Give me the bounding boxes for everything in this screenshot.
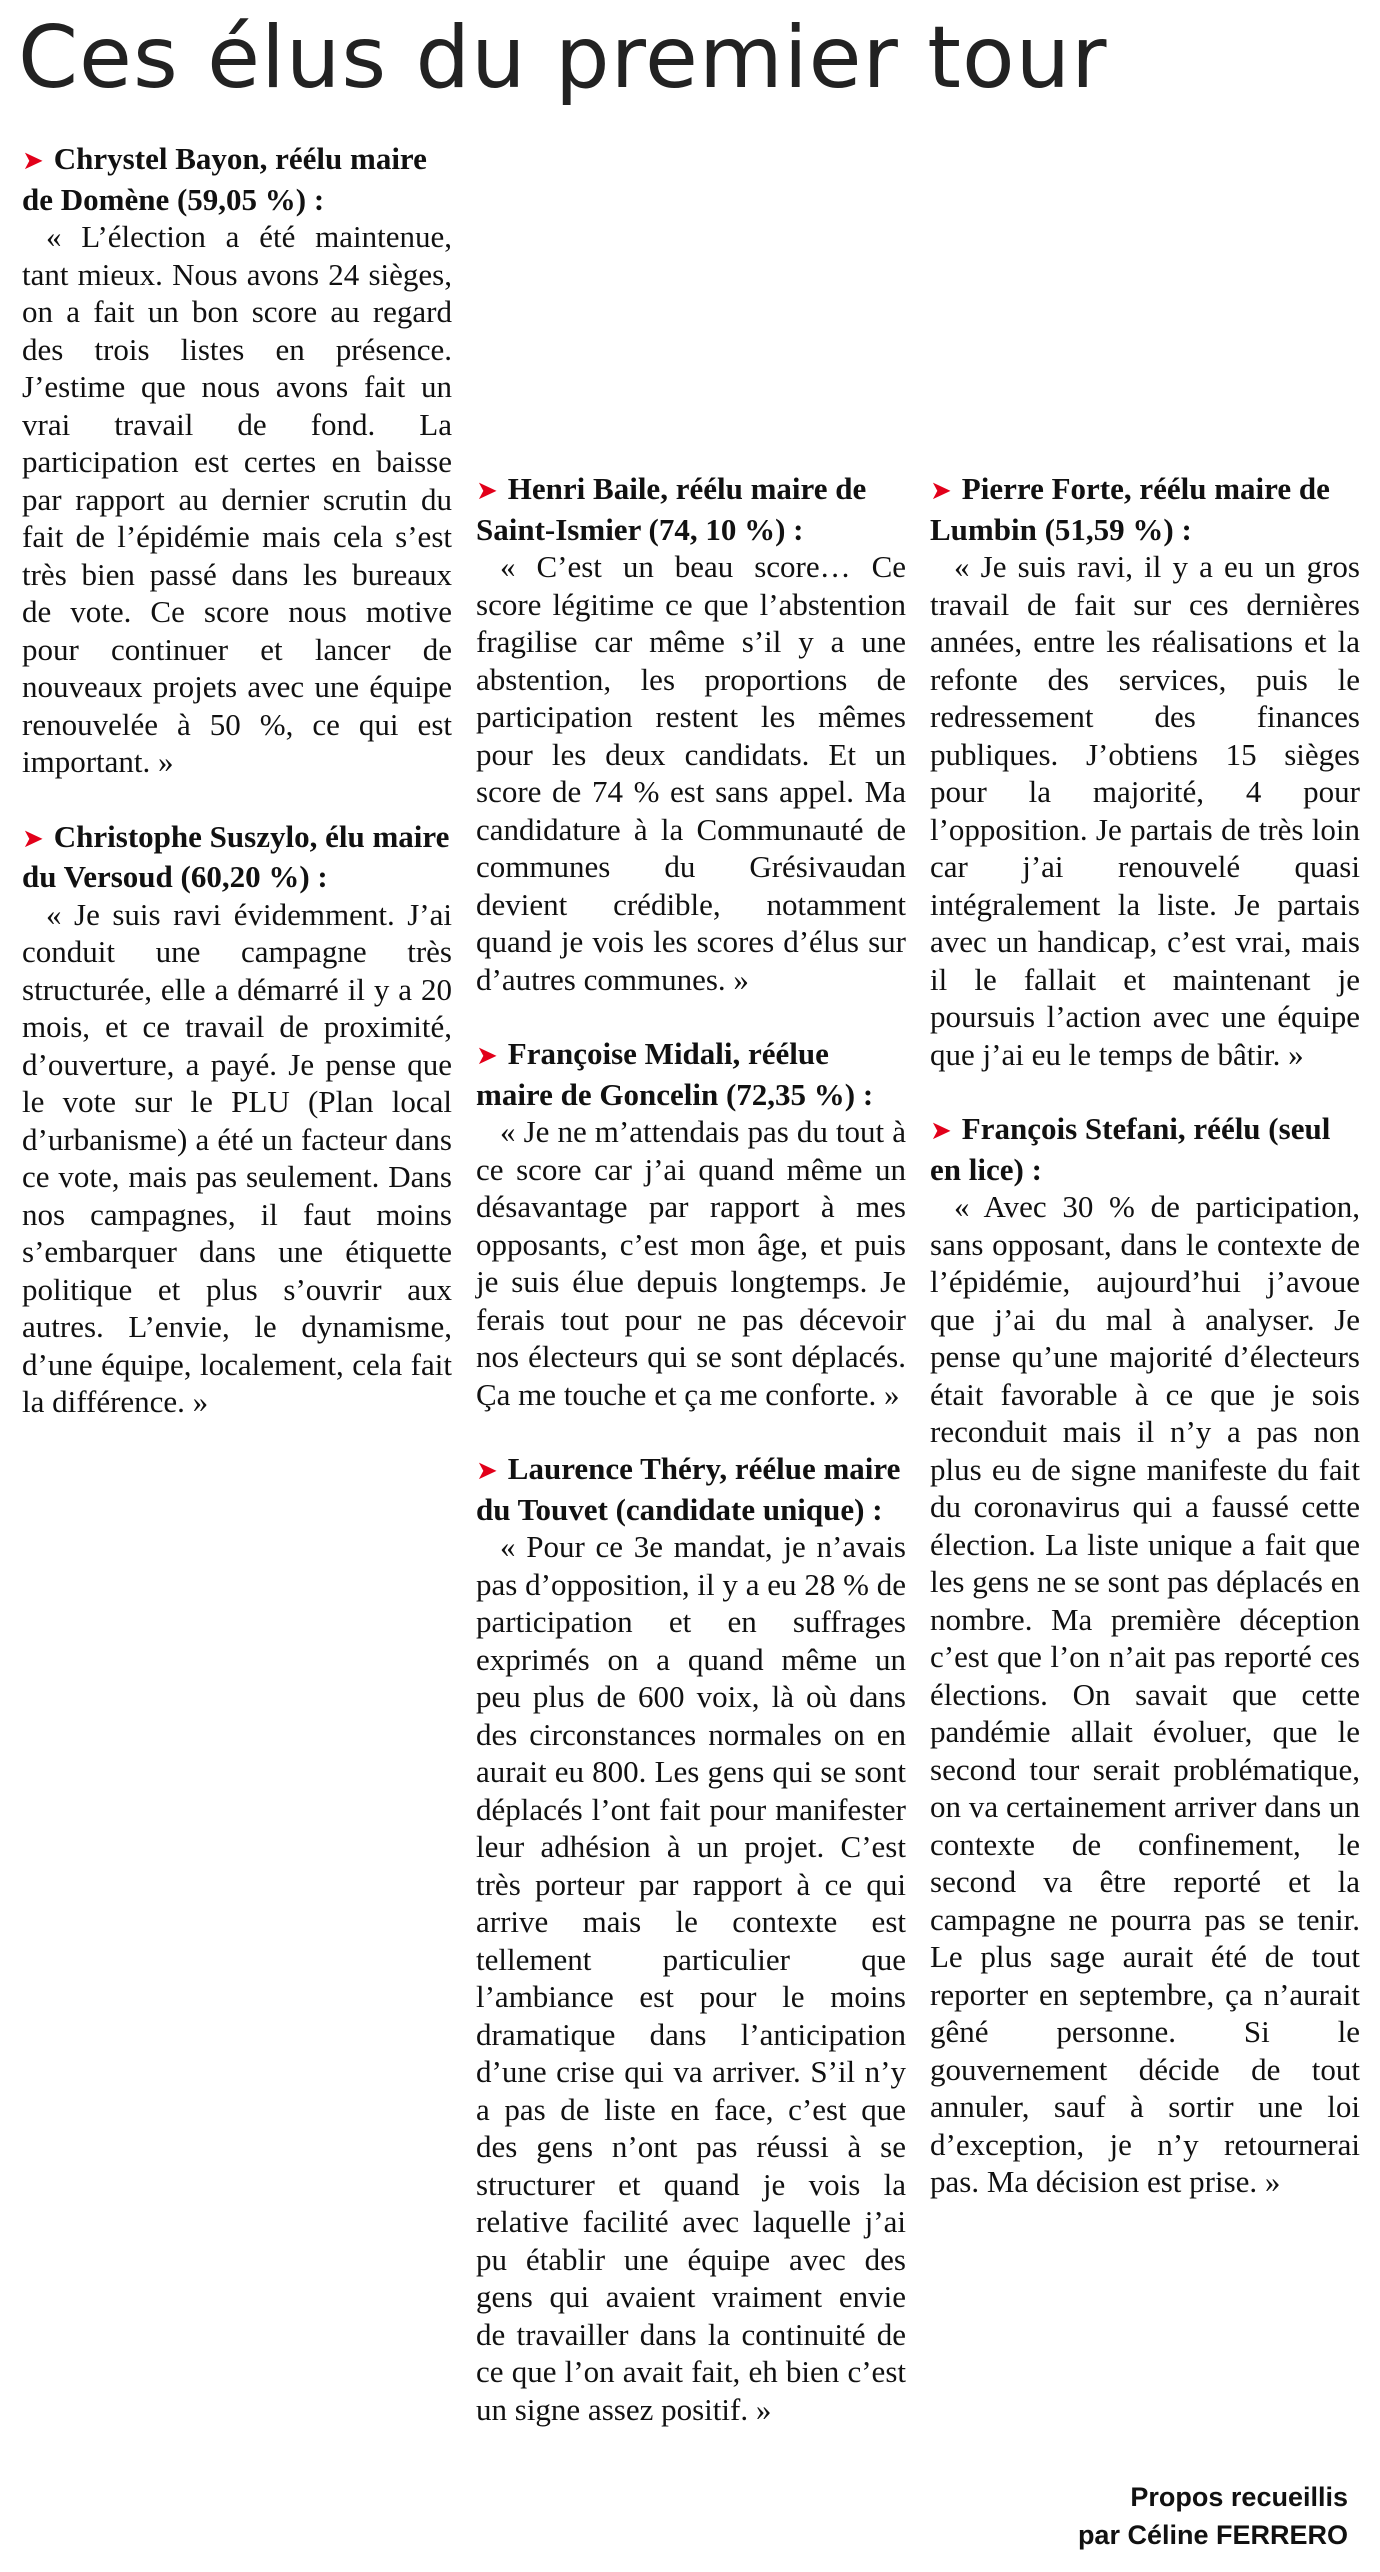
interview-quote: « Je suis ravi, il y a eu un gros travail de fait sur ces dernières années, entre les réalisations et la refonte des services, puis le redressement des finances publiques. J’obtiens 15 sièges pour la majorité, 4 pour l’opposition. Je partais de très loin car j’ai renouvelé quasi intégralement la liste. Je partais avec un handicap, c’est vrai, mais il le fallait et maintenant je poursuis l’action avec une équipe que j’ai eu le temps de bâtir. » bbox=[930, 549, 1360, 1072]
column-1 bbox=[22, 140, 452, 1421]
arrow-icon: ➤ bbox=[476, 1041, 498, 1071]
interviewee-heading: ➤ Christophe Suszylo, élu maire du Versoud (60,20 %) : bbox=[22, 818, 450, 894]
interviewee-heading: ➤ Françoise Midali, réélue maire de Goncelin (72,35 %) : bbox=[476, 1036, 874, 1112]
interviewee-heading: ➤ Laurence Théry, réélue maire du Touvet (candidate unique) : bbox=[476, 1451, 901, 1527]
arrow-icon: ➤ bbox=[22, 823, 44, 854]
arrow-icon: ➤ bbox=[930, 1116, 952, 1146]
column-3 bbox=[930, 140, 1360, 2201]
interviewee-heading: ➤ Pierre Forte, réélu maire de Lumbin (51,59 %) : bbox=[930, 471, 1330, 547]
interview-quote: « Je ne m’attendais pas du tout à ce score car j’ai quand même un désavantage par rapport à mes opposants, c’est mon âge, et puis je suis élue depuis longtemps. Je ferais tout pour ne pas décevoir nos électeurs qui se sont déplacés. Ça me touche et ça me conforte. » bbox=[476, 1114, 906, 1412]
arrow-icon: ➤ bbox=[930, 476, 952, 506]
interviewee-heading: ➤ François Stefani, réélu (seul en lice) : bbox=[930, 1111, 1331, 1187]
interview-quote: « Pour ce 3e mandat, je n’avais pas d’opposition, il y a eu 28 % de participation et en suffrages exprimés on a quand même un peu plus de 600 voix, là où dans des circonstances normales on en aurait eu 800. Les gens qui se sont déplacés l’ont fait pour manifester leur adhésion à un projet. C’est très porteur par rapport à ce qui arrive mais le contexte est tellement particulier que l’ambiance est pour le moins dramatique dans l’anticipation d’une crise qui va arriver. S’il n’y a pas de liste en face, c’est que des gens n’ont pas réussi à se structurer et quand je vois la relative facilité avec laquelle j’ai pu établir une équipe avec des gens qui avaient vraiment envie de travailler dans la continuité de ce que l’on avait fait, eh bien c’est un signe assez positif. » bbox=[476, 1529, 906, 2427]
interview-quote: « L’élection a été maintenue, tant mieux. Nous avons 24 sièges, on a fait un bon score au regard des trois listes en présence. J’estime que nous avons fait un vrai travail de fond. La participation est certes en baisse par rapport au dernier scrutin du fait de l’épidémie mais cela s’est très bien passé dans les bureaux de vote. Ce score nous motive pour continuer et lancer de nouveaux projets avec une équipe renouvelée à 50 %, ce qui est important. » bbox=[22, 219, 452, 779]
column-2 bbox=[476, 140, 906, 2428]
arrow-icon: ➤ bbox=[22, 146, 44, 176]
interview-quote: « Je suis ravi évidemment. J’ai conduit une campagne très structurée, elle a démarré il y a 20 mois, et ce travail de proximité, d’ouverture, a payé. Je pense que le vote sur le PLU (Plan local d’urbanisme) a été un facteur dans ce vote, mais pas seulement. Dans nos campagnes, il faut moins s’embarquer dans une étiquette politique et plus s’ouvrir aux autres. L’envie, le dynamisme, d’une équipe, localement, cela fait la différence. » bbox=[22, 896, 452, 1419]
interviewee-heading: ➤ Henri Baile, réélu maire de Saint-Ismier (74, 10 %) : bbox=[476, 471, 867, 547]
interviewee-heading: ➤ Chrystel Bayon, réélu maire de Domène (59,05 %) : bbox=[22, 141, 427, 217]
headline: Ces élus du premier tour bbox=[18, 8, 1108, 108]
interview-quote: « C’est un beau score… Ce score légitime ce que l’abstention fragilise car même s’il y a une abstention, les proportions de participation restent les mêmes pour les deux candidats. Et un score de 74 % est sans appel. Ma candidature à la Communauté de communes du Grésivaudan devient crédible, notamment quand je vois les scores d’élus sur d’autres communes. » bbox=[476, 549, 906, 997]
interview-quote: « Avec 30 % de participation, sans opposant, dans le contexte de l’épidémie, aujourd’hui j’avoue que j’ai du mal à analyser. Je pense qu’une majorité d’électeurs était favorable à ce que je sois reconduit mais il n’y a pas non plus eu de signe manifeste du fait du coronavirus qui a faussé cette élection. La liste unique a fait que les gens ne se sont pas déplacés en nombre. Ma première déception c’est que l’on n’ait pas reporté ces élections. On savait que cette pandémie allait évoluer, que le second tour serait problématique, on va certainement arriver dans un contexte de confinement, le second va être reporté et la campagne ne pourra pas se tenir. Le plus sage aurait été de tout reporter en septembre, ça n’aurait gêné personne. Si le gouvernement décide de tout annuler, sauf à sortir une loi d’exception, je n’y retournerai pas. Ma décision est prise. » bbox=[930, 1189, 1360, 2199]
arrow-icon: ➤ bbox=[476, 476, 498, 506]
arrow-icon: ➤ bbox=[476, 1456, 498, 1486]
byline-line-1: Propos recueillis bbox=[1130, 2482, 1348, 2512]
byline bbox=[1078, 2478, 1348, 2554]
byline-line-2: par Céline FERRERO bbox=[1077, 2520, 1348, 2550]
